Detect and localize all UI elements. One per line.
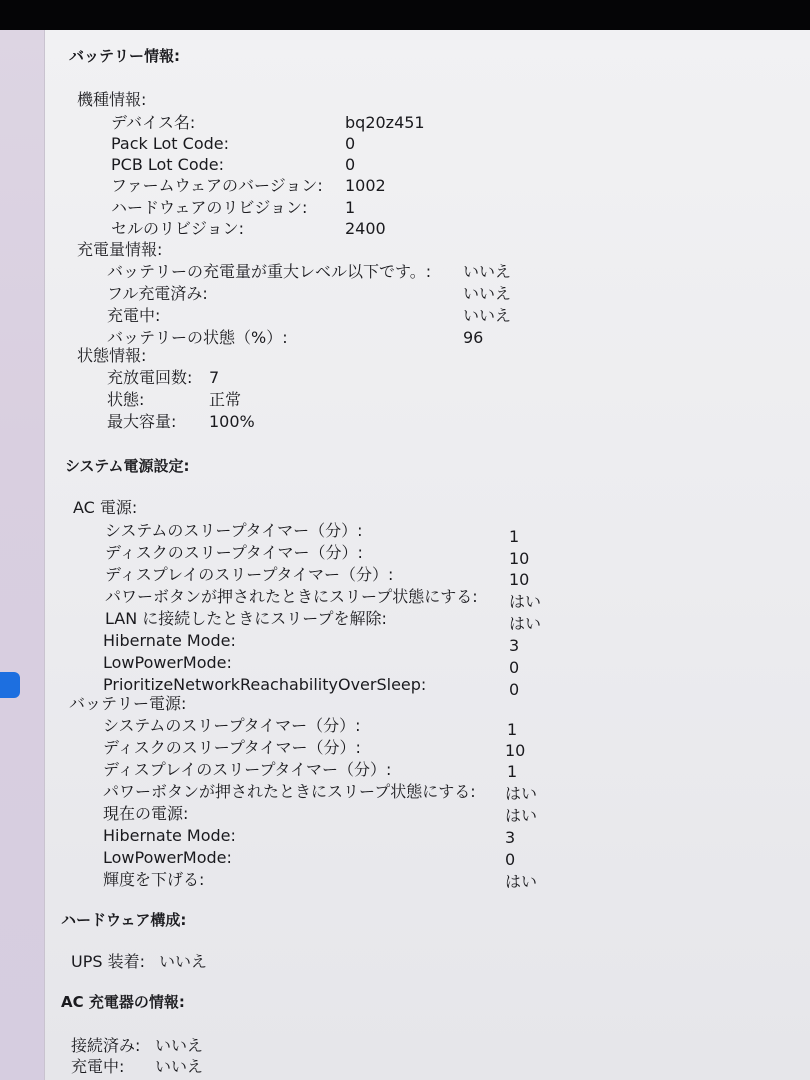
ac-row-label: LAN に接続したときにスリープを解除: (105, 609, 387, 628)
model-row-value: bq20z451 (345, 113, 425, 132)
model-row-label: セルのリビジョン: (111, 219, 245, 238)
battery-power-row-label: パワーボタンが押されたときにスリープ状態にする: (103, 782, 476, 801)
model-row-value: 2400 (345, 219, 386, 238)
battery-power-row-label: システムのスリープタイマー（分）: (103, 716, 361, 735)
ups-value: いいえ (159, 952, 208, 971)
battery-power-row-value: はい (505, 784, 538, 803)
ac-row-value: 10 (509, 549, 530, 568)
ac-row-value: 3 (509, 636, 520, 655)
battery-section-title: バッテリー情報: (69, 47, 180, 65)
ac-row-value: はい (509, 592, 542, 611)
battery-power-row-value: 3 (505, 828, 516, 847)
charge-row-value: 96 (463, 328, 484, 347)
charge-row-label: 充電中: (107, 306, 161, 325)
charge-info-heading: 充電量情報: (77, 240, 163, 259)
model-row-label: デバイス名: (111, 113, 196, 132)
ac-row-label: PrioritizeNetworkReachabilityOverSleep: (103, 675, 427, 694)
status-info-heading: 状態情報: (77, 346, 147, 365)
model-row-label: Pack Lot Code: (111, 134, 230, 153)
ac-row-value: 10 (509, 570, 530, 589)
status-row-label: 充放電回数: (107, 368, 193, 387)
ac-row-label: LowPowerMode: (103, 653, 232, 672)
battery-power-row-label: Hibernate Mode: (103, 826, 236, 845)
ac-row-value: 0 (509, 658, 520, 677)
top-bezel (0, 0, 810, 30)
status-row-value: 100% (209, 412, 255, 431)
ac-row-label: パワーボタンが押されたときにスリープ状態にする: (105, 587, 478, 606)
charger-row-label: 充電中: (71, 1057, 125, 1076)
battery-power-row-label: ディスプレイのスリープタイマー（分）: (103, 760, 392, 779)
charger-row-value: いいえ (155, 1036, 204, 1055)
ac-row-value: 1 (509, 527, 520, 546)
battery-power-row-label: 輝度を下げる: (103, 870, 205, 889)
charge-row-value: いいえ (463, 262, 512, 281)
ac-row-label: システムのスリープタイマー（分）: (105, 521, 363, 540)
model-row-label: ハードウェアのリビジョン: (111, 198, 308, 217)
charger-section-title: AC 充電器の情報: (61, 993, 185, 1011)
battery-power-row-label: ディスクのスリープタイマー（分）: (103, 738, 361, 757)
model-info-heading: 機種情報: (77, 90, 147, 109)
system-report-content (45, 30, 810, 1080)
model-row-value: 0 (345, 134, 356, 153)
ups-label: UPS 装着: (71, 952, 145, 971)
sidebar (0, 30, 45, 1080)
battery-power-heading: バッテリー電源: (69, 694, 187, 713)
ac-power-heading: AC 電源: (73, 498, 138, 517)
model-row-value: 1002 (345, 176, 386, 195)
model-row-label: ファームウェアのバージョン: (111, 176, 323, 195)
battery-power-row-value: 0 (505, 850, 516, 869)
model-row-value: 1 (345, 198, 356, 217)
battery-power-row-value: 1 (507, 762, 518, 781)
ac-row-label: ディスクのスリープタイマー（分）: (105, 543, 363, 562)
ac-row-label: ディスプレイのスリープタイマー（分）: (105, 565, 394, 584)
status-row-value: 正常 (209, 390, 242, 409)
status-row-label: 状態: (107, 390, 145, 409)
charge-row-value: いいえ (463, 306, 512, 325)
charge-row-label: バッテリーの充電量が重大レベル以下です。: (107, 262, 432, 281)
model-row-label: PCB Lot Code: (111, 155, 225, 174)
battery-power-row-label: LowPowerMode: (103, 848, 232, 867)
ac-row-value: はい (509, 614, 542, 633)
battery-power-row-value: はい (505, 806, 538, 825)
battery-power-row-value: 1 (507, 720, 518, 739)
battery-power-row-value: はい (505, 872, 538, 891)
battery-power-row-label: 現在の電源: (103, 804, 189, 823)
charger-row-label: 接続済み: (71, 1036, 141, 1055)
power-section-title: システム電源設定: (65, 457, 190, 475)
charger-row-value: いいえ (155, 1057, 204, 1076)
ac-row-label: Hibernate Mode: (103, 631, 236, 650)
charge-row-label: フル充電済み: (107, 284, 208, 303)
ac-row-value: 0 (509, 680, 520, 699)
battery-power-row-value: 10 (505, 741, 526, 760)
charge-row-label: バッテリーの状態（%）: (107, 328, 288, 347)
sidebar-selected-item[interactable] (0, 672, 20, 698)
status-row-value: 7 (209, 368, 220, 387)
status-row-label: 最大容量: (107, 412, 177, 431)
charge-row-value: いいえ (463, 284, 512, 303)
model-row-value: 0 (345, 155, 356, 174)
hardware-section-title: ハードウェア構成: (61, 911, 187, 929)
